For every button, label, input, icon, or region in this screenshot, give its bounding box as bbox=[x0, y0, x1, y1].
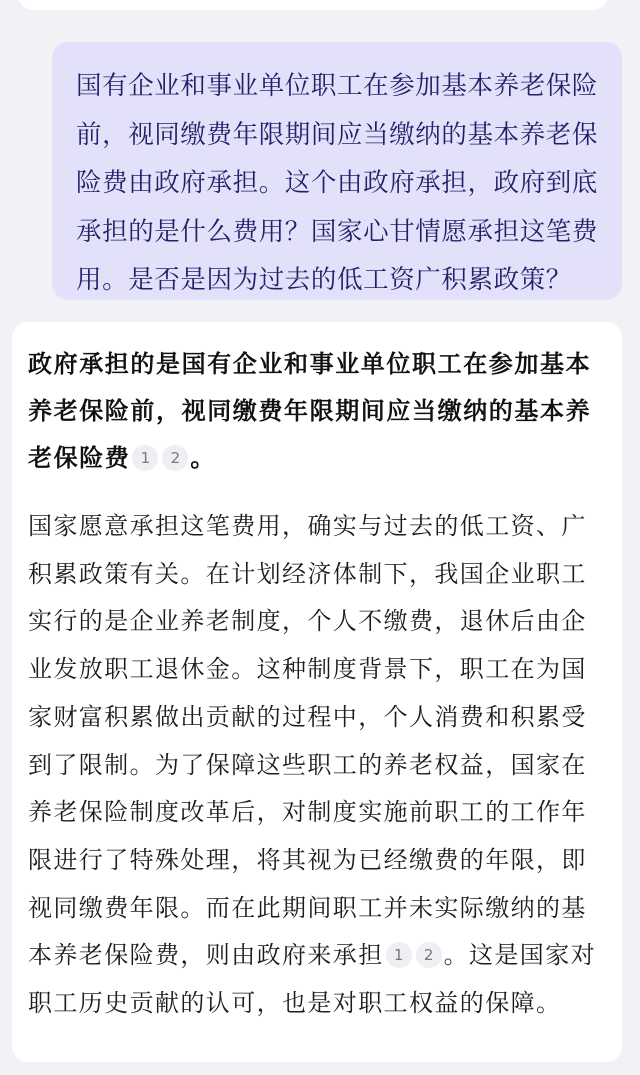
answer-lead-paragraph bbox=[28, 340, 602, 481]
answer-lead-text: 政府承担的是国有企业和事业单位职工在参加基本养老保险前，视同缴费年限期间应当缴纳的基本养老保险费 bbox=[28, 349, 592, 472]
answer-body-text: 国家愿意承担这笔费用，确实与过去的低工资、广积累政策有关。在计划经济体制下，我国企业职工实行的是企业养老制度，个人不缴费，退休后由企业发放职工退休金。这种制度背景下，职工在为国家财富积累做出贡献的过程中，个人消费和积累受到了限制。为了保障这些职工的养老权益，国家在养老保险制度改革后，对制度实施前职工的工作年限进行了特殊处理，将其视为已经缴费的年限，即视同缴费年限。而在此期间职工并未实际缴纳的基本养老保险费，则由政府来承担 bbox=[28, 512, 587, 970]
answer-body-paragraph bbox=[28, 503, 602, 1028]
previous-message-card bbox=[18, 0, 608, 10]
answer-body-end: 。这是国家对职工历史贡献的认可，也是对职工权益的保障。 bbox=[28, 941, 597, 1018]
answer-lead-end: 。 bbox=[190, 443, 217, 472]
citation-badge-2[interactable]: 2 bbox=[416, 942, 442, 968]
assistant-answer-card bbox=[12, 322, 622, 1062]
citation-badge-2[interactable]: 2 bbox=[162, 445, 188, 471]
citation-badge-1[interactable]: 1 bbox=[132, 445, 158, 471]
user-message-bubble bbox=[52, 42, 622, 300]
citation-badge-1[interactable]: 1 bbox=[386, 942, 412, 968]
user-message-text: 国有企业和事业单位职工在参加基本养老保险前，视同缴费年限期间应当缴纳的基本养老保险费由政府承担。这个由政府承担，政府到底承担的是什么费用？国家心甘情愿承担这笔费用。是否是因为过去的低工资广积累政策？ bbox=[76, 71, 599, 295]
